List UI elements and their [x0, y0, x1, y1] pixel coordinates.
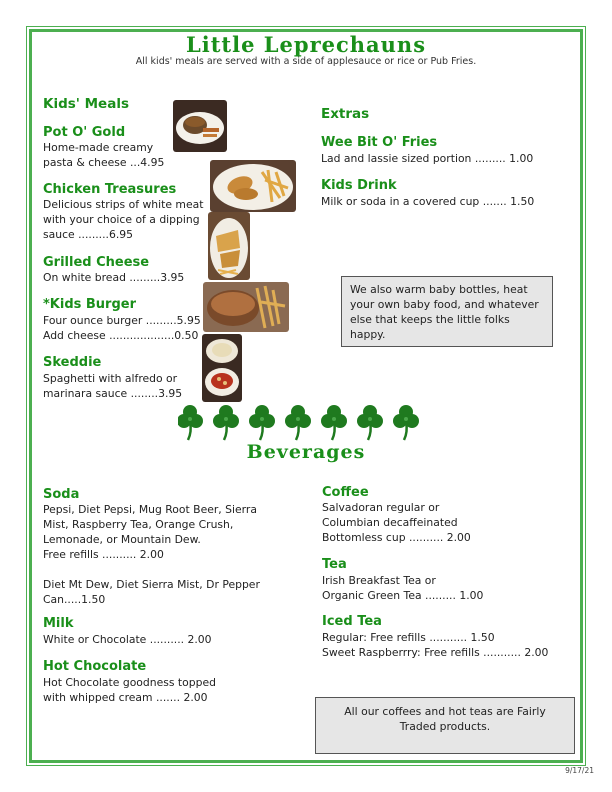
item-name-grilled-cheese: Grilled Cheese	[43, 255, 150, 270]
item-desc-milk: White or Chocolate .......... 2.00	[43, 633, 212, 646]
item-desc-pot-o-gold: Home-made creamy pasta & cheese ...4.95	[43, 141, 165, 169]
kids-meals-heading: Kids' Meals	[43, 96, 129, 112]
item-desc-kids-drink: Milk or soda in a covered cup ....... 1.50	[321, 195, 535, 208]
item-name-pot-o-gold: Pot O' Gold	[43, 125, 126, 140]
shamrock-icon	[285, 405, 311, 440]
item-desc-skeddie: Spaghetti with alfredo or marinara sauce ........3.95	[43, 372, 183, 400]
item-desc-hot-chocolate: Hot Chocolate goodness topped with whipped cream ....... 2.00	[43, 676, 216, 704]
beverages-heading: Beverages	[246, 441, 366, 463]
footer-date: 9/17/21	[565, 766, 594, 775]
item-desc-grilled-cheese: On white bread .........3.95	[43, 271, 185, 284]
item-desc-chicken-treasures: Delicious strips of white meat with your choice of a dipping sauce .........6.95	[43, 198, 204, 241]
pot-o-gold-photo	[173, 100, 227, 152]
shamrock-icon	[393, 405, 419, 440]
shamrock-divider	[178, 404, 434, 442]
chicken-treasures-photo	[210, 160, 296, 212]
item-name-kids-burger: *Kids Burger	[43, 297, 137, 312]
item-name-coffee: Coffee	[322, 485, 369, 500]
item-desc-iced-tea: Regular: Free refills ........... 1.50 Sweet Raspberrry: Free refills ........... 2.00	[322, 631, 549, 659]
shamrock-icon	[357, 405, 383, 440]
item-name-soda: Soda	[43, 487, 80, 502]
skeddie-photo	[202, 334, 242, 402]
item-desc-tea: Irish Breakfast Tea or Organic Green Tea ......... 1.00	[322, 574, 484, 602]
menu-title: Little Leprechauns	[185, 32, 427, 57]
shamrock-icon	[178, 405, 203, 440]
shamrock-icon	[249, 405, 275, 440]
item-name-hot-chocolate: Hot Chocolate	[43, 659, 147, 674]
shamrock-icon	[213, 405, 239, 440]
item-desc-wee-bit-o-fries: Lad and lassie sized portion ......... 1.00	[321, 152, 534, 165]
kids-burger-photo	[203, 282, 289, 332]
extras-heading: Extras	[321, 106, 370, 122]
item-name-skeddie: Skeddie	[43, 355, 102, 370]
grilled-cheese-photo	[208, 212, 250, 280]
item-desc-coffee: Salvadoran regular or Columbian decaffeinated Bottomless cup .......... 2.00	[322, 501, 471, 544]
item-name-chicken-treasures: Chicken Treasures	[43, 182, 177, 197]
item-name-wee-bit-o-fries: Wee Bit O' Fries	[321, 135, 438, 150]
fair-trade-note: All our coffees and hot teas are Fairly Traded products.	[315, 697, 575, 754]
baby-bottle-note: We also warm baby bottles, heat your own baby food, and whatever else that keeps the little folks happy.	[341, 276, 553, 347]
item-desc-soda: Pepsi, Diet Pepsi, Mug Root Beer, Sierra Mist, Raspberry Tea, Orange Crush, Lemonade, or Mountain Dew. Free refills .......... 2.00 Diet Mt Dew, Diet Sierra Mist, Dr Pepper Can.....1.50	[43, 503, 260, 606]
shamrock-icon	[321, 405, 347, 440]
item-desc-kids-burger: Four ounce burger .........5.95 Add cheese ...................0.50	[43, 314, 201, 342]
item-name-iced-tea: Iced Tea	[322, 614, 382, 629]
item-name-tea: Tea	[322, 557, 347, 572]
item-name-milk: Milk	[43, 616, 74, 631]
menu-subtitle: All kids' meals are served with a side of applesauce or rice or Pub Fries.	[135, 56, 477, 67]
item-name-kids-drink: Kids Drink	[321, 178, 397, 193]
